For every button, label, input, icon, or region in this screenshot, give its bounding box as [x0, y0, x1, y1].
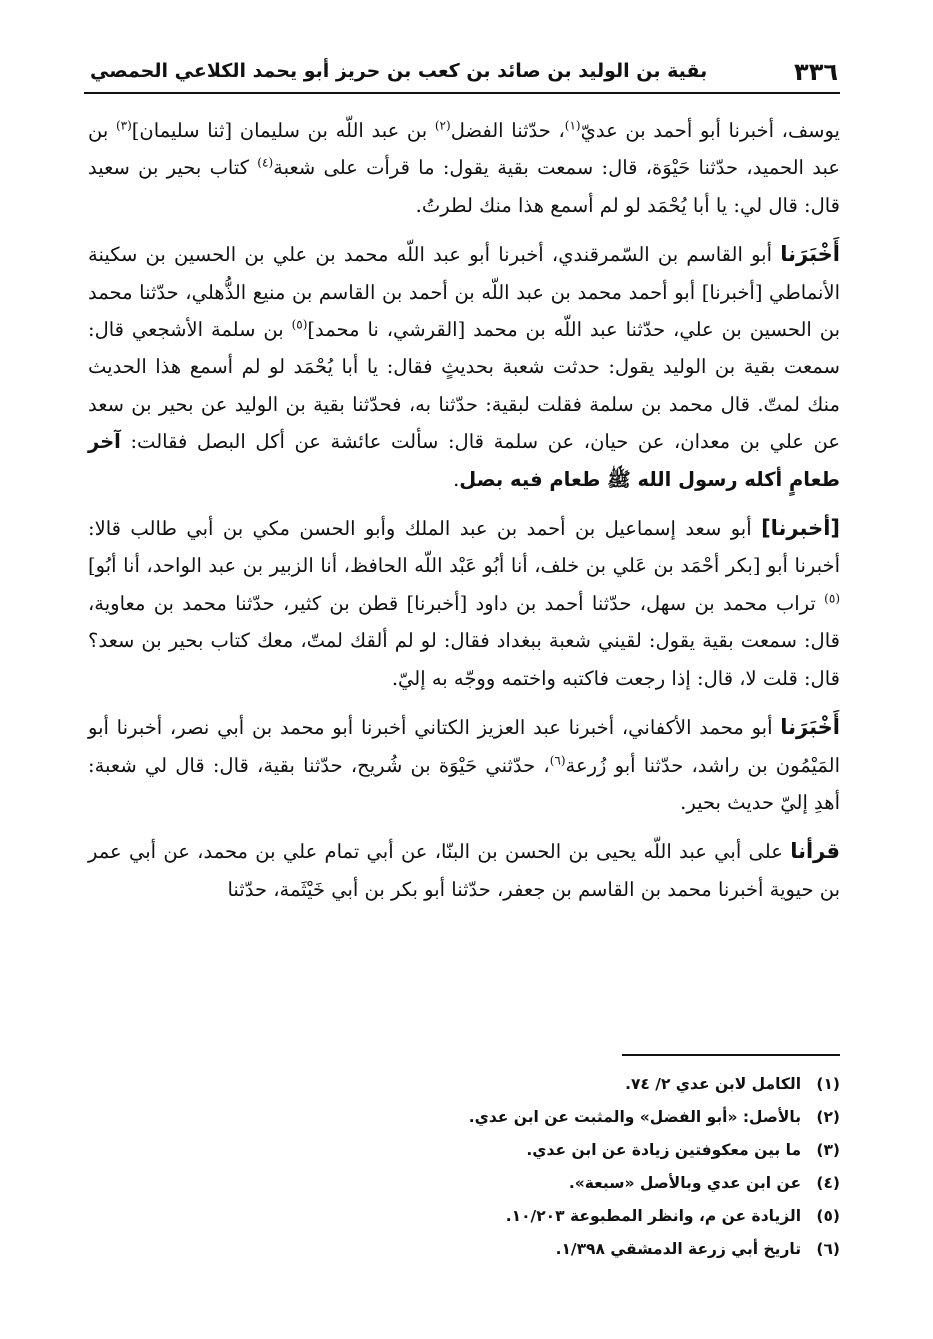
- text-segment: أبو سعد إسماعيل بن أحمد بن عبد الملك وأبو الحسن مكي بن أبي طالب قالا: أخبرنا أبو [بكر أحْمَد بن عَلي بن خلف، أنا أبُو عَبْد اللّه الحافظ، أنا الزبير بن عبد الواحد، أنا أبُو]: [88, 517, 840, 578]
- footnote-number: (٣): [816, 1141, 840, 1159]
- footnotes-list: [88, 1068, 840, 1266]
- text-segment: كتاب بحير بن سعيد قال: قال لي: يا أبا يُحْمَد لو لم أسمع هذا منك لطرتُ.: [88, 156, 840, 217]
- footnote-reference: (٤): [257, 155, 274, 170]
- footnote-divider: [622, 1054, 840, 1056]
- text-segment: تراب محمد بن سهل، حدّثنا أحمد بن داود [أخبرنا] قطن بن كثير، حدّثنا محمد بن معاوية، قال: سمعت بقية يقول: لقيني شعبة ببغداد فقال: لو لم ألقك لمتّ، معك كتاب بحير بن سعد؟ قال: قلت لا، قال: إذا رجعت فاكتبه واختمه ووجّه به إليّ.: [88, 591, 840, 690]
- footnote: [88, 1233, 840, 1266]
- text-segment: بن عبد الحميد، حدّثنا حَيْوَة، قال: سمعت بقية يقول: ما قرأت على شعبة: [88, 119, 840, 180]
- main-text: [88, 112, 840, 920]
- paragraph-lead-word: أَخْبَرَنا: [780, 715, 840, 740]
- footnote: [88, 1167, 840, 1200]
- text-segment: بن سلمة الأشجعي قال: سمعت بقية بن الوليد يقول: حدثت شعبة بحديثٍ فقال: يا أبا يُحْمَد لو لم أسمع هذا الحديث منك لمتّ. قال محمد بن سلمة فقلت لبقية: حدّثنا به، فحدّثنا بقية بن الوليد عن بحير بن سعد عن علي بن معدان، عن حيان، عن سلمة قال: سألت عائشة عن أكل البصل فقالت:: [88, 318, 840, 454]
- footnote-number: (٥): [816, 1207, 840, 1225]
- footnote-text: عن ابن عدي وبالأصل «سبعة».: [568, 1174, 802, 1192]
- footnote-number: (٤): [816, 1174, 840, 1192]
- text-segment: بن عبد اللّه بن سليمان [ثنا سليمان]: [131, 119, 435, 142]
- running-title: بقية بن الوليد بن صائد بن كعب بن حريز أبو يحمد الكلاعي الحمصي: [90, 60, 708, 82]
- footnote-number: (٢): [816, 1108, 840, 1126]
- text-segment: يوسف، أخبرنا أبو أحمد بن عديّ: [580, 119, 840, 142]
- paragraph: [88, 112, 840, 224]
- paragraph-lead-word: أَخْبَرَنا: [780, 242, 840, 267]
- text-segment: .: [453, 467, 460, 491]
- text-segment: أبو محمد الأكفاني، أخبرنا عبد العزيز الكتاني أخبرنا أبو محمد بن أبي نصر، أخبرنا أبو المَيْمُون بن راشد، حدّثنا أبو زُرعة: [88, 716, 840, 777]
- paragraph: [88, 833, 840, 908]
- footnote-reference: (٥): [824, 591, 840, 606]
- paragraph: [88, 236, 840, 498]
- paragraph-lead-word: قرأنا: [790, 839, 840, 864]
- footnote-text: تاريخ أبي زرعة الدمشقي ١/٣٩٨.: [555, 1240, 802, 1258]
- running-header: [84, 56, 840, 94]
- footnote-reference: (٢): [434, 118, 451, 133]
- paragraph-lead-word: [أخبرنا]: [761, 516, 840, 541]
- footnote: [88, 1068, 840, 1101]
- footnote: [88, 1134, 840, 1167]
- footnote-reference: (٣): [115, 118, 132, 133]
- footnote-reference: (٥): [291, 317, 308, 332]
- page-number: ٣٣٦: [794, 58, 838, 86]
- footnote-reference: (١): [564, 118, 581, 133]
- footnote: [88, 1200, 840, 1233]
- footnote-text: بالأصل: «أبو الفضل» والمثبت عن ابن عدي.: [468, 1108, 802, 1126]
- paragraph: [88, 510, 840, 697]
- text-segment: على أبي عبد اللّه يحيى بن الحسن بن البنّا، عن أبي تمام علي بن محمد، عن أبي عمر بن حيوية أخبرنا محمد بن القاسم بن جعفر، حدّثنا أبو بكر بن أبي خَيْثَمة، حدّثنا: [88, 840, 840, 901]
- text-segment: ، حدّثني حَيْوَة بن شُريح، حدّثنا بقية، قال: قال لي شعبة: أهدِ إليّ حديث بحير.: [88, 753, 840, 814]
- text-segment: أبو القاسم بن السّمرقندي، أخبرنا أبو عبد اللّه محمد بن علي بن الحسين بن سكينة الأنماطي [أخبرنا] أبو أحمد محمد بن عبد اللّه بن أحمد بن القاسم بن منيع الذُّهلي، حدّثنا محمد بن الحسين بن علي، حدّثنا عبد اللّه بن محمد [القرشي، نا محمد]: [88, 243, 841, 342]
- footnote-text: الكامل لابن عدي ٢/ ٧٤.: [625, 1075, 802, 1093]
- footnote-text: الزيادة عن م، وانظر المطبوعة ١٠/٢٠٣.: [505, 1207, 802, 1225]
- footnote-number: (١): [816, 1075, 840, 1093]
- footnote-number: (٦): [816, 1240, 840, 1258]
- footnote-reference: (٦): [549, 753, 566, 767]
- footnote: [88, 1101, 840, 1134]
- footnote-text: ما بين معكوفتين زيادة عن ابن عدي.: [526, 1141, 802, 1159]
- emphasized-text: آخر طعامٍ أكله رسول الله ﷺ طعام فيه بصل: [88, 430, 840, 491]
- paragraph: [88, 709, 840, 821]
- text-segment: ، حدّثنا الفضل: [450, 119, 565, 142]
